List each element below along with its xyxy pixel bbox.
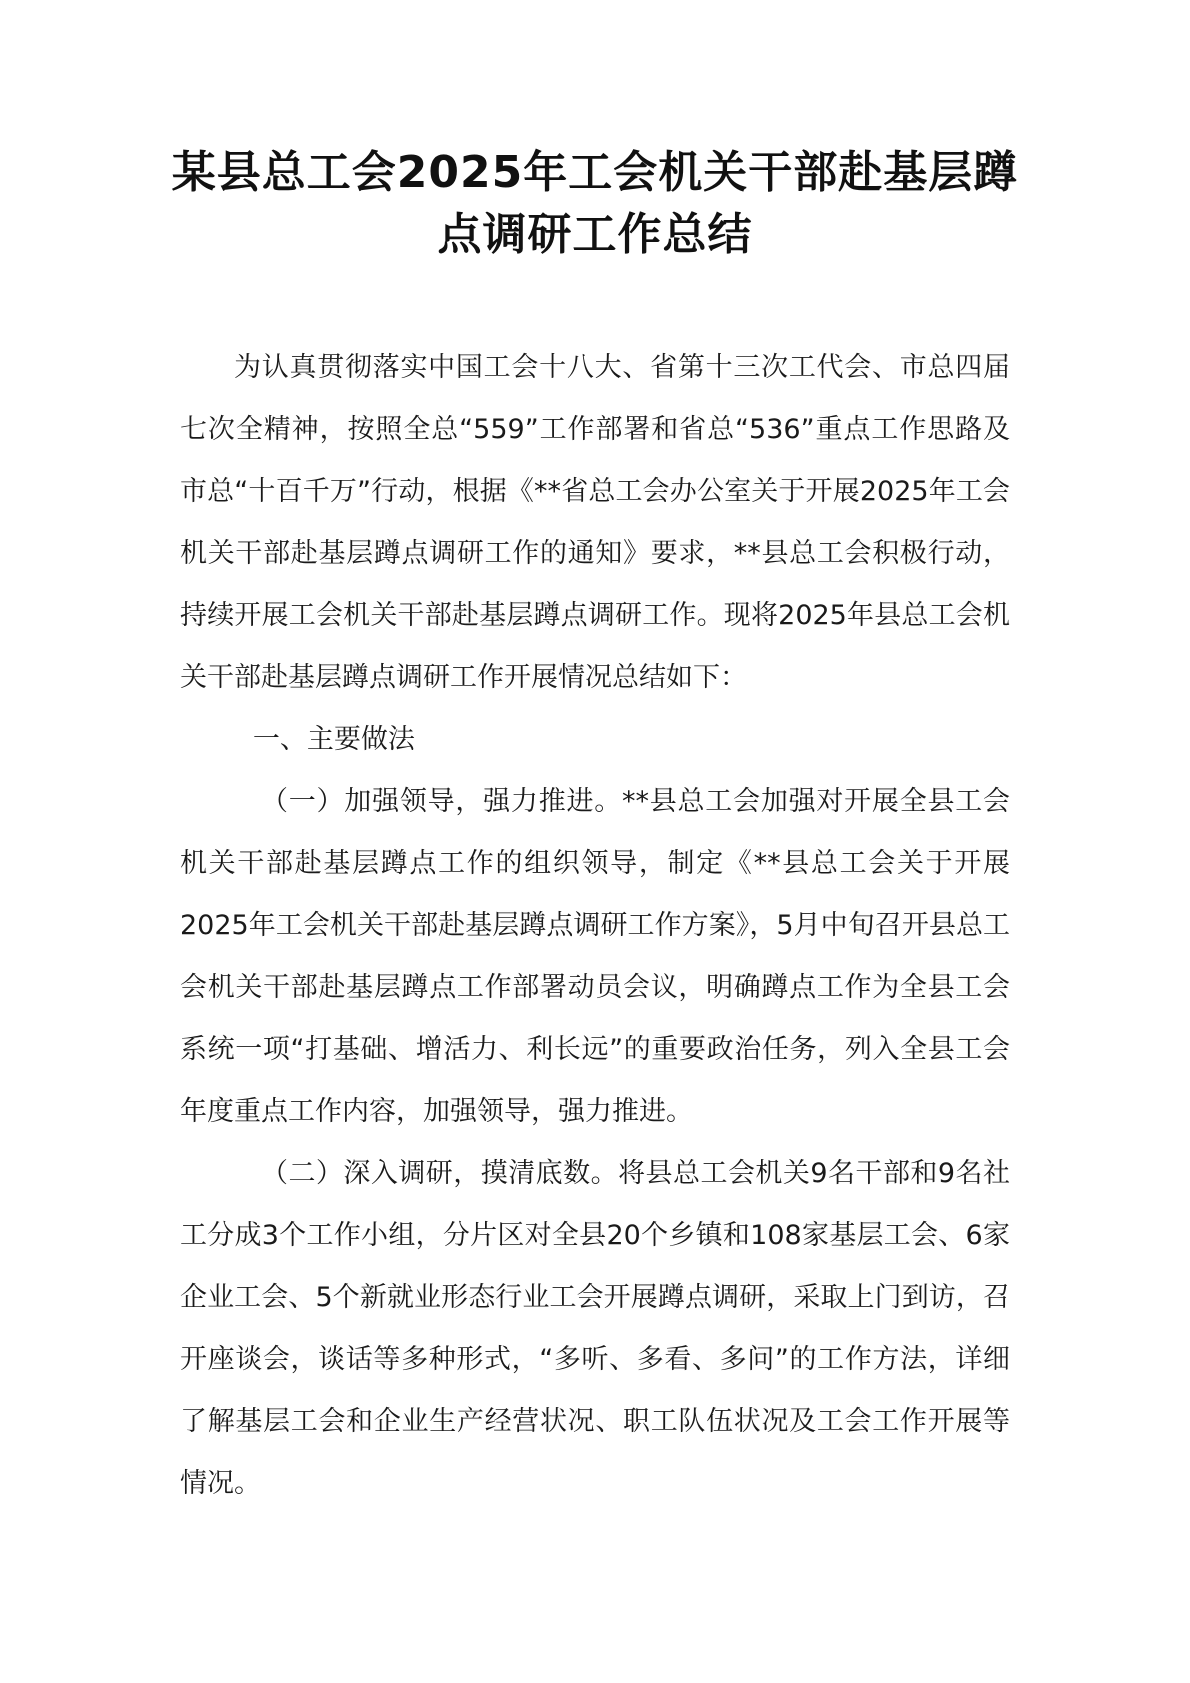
intro-paragraph: 为认真贯彻落实中国工会十八大、省第十三次工代会、市总四届七次全精神，按照全总“559”工作部署和省总“536”重点工作思路及市总“十百千万”行动，根据《**省总工会办公室关于开展2025年工会机关干部赴基层蹲点调研工作的通知》要求，**县总工会积极行动，持续开展工会机关干部赴基层蹲点调研工作。现将2025年县总工会机关干部赴基层蹲点调研工作开展情况总结如下：	[180, 352, 1010, 693]
section-heading-main-practices: 一、主要做法	[252, 724, 415, 755]
point-1-paragraph: （一）加强领导，强力推进。**县总工会加强对开展全县工会机关干部赴基层蹲点工作的组织领导，制定《**县总工会关于开展2025年工会机关干部赴基层蹲点调研工作方案》，5月中旬召开县总工会机关干部赴基层蹲点工作部署动员会议，明确蹲点工作为全县工会系统一项“打基础、增活力、利长远”的重要政治任务，列入全县工会年度重点工作内容，加强领导，强力推进。	[180, 786, 1010, 1127]
point-2-paragraph: （二）深入调研，摸清底数。将县总工会机关9名干部和9名社工分成3个工作小组，分片区对全县20个乡镇和108家基层工会、6家企业工会、5个新就业形态行业工会开展蹲点调研，采取上门到访，召开座谈会，谈话等多种形式，“多听、多看、多问”的工作方法，详细了解基层工会和企业生产经营状况、职工队伍状况及工会工作开展等情况。	[180, 1158, 1010, 1499]
document-title: 某县总工会2025年工会机关干部赴基层蹲点调研工作总结	[171, 147, 1019, 260]
document-body	[180, 337, 1010, 1515]
